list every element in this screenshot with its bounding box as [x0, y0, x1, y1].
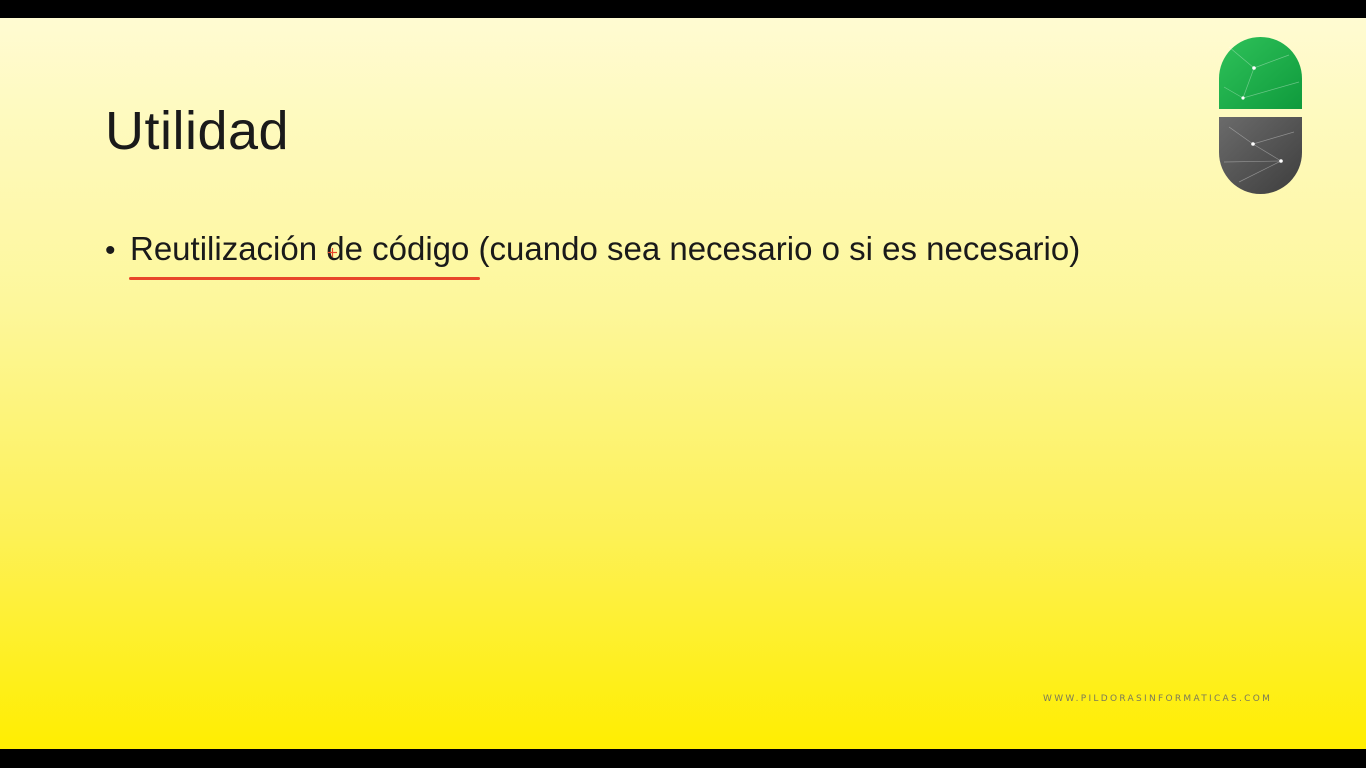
cursor-crosshair-icon [328, 248, 337, 257]
slide-title: Utilidad [105, 101, 290, 161]
bullet-marker: • [105, 234, 116, 267]
bullet-text: Reutilización de código (cuando sea necesario o si es necesario) [130, 230, 1081, 267]
pill-logo-icon [1219, 37, 1302, 194]
annotation-underline [129, 277, 480, 280]
bullet-item [105, 226, 1080, 274]
footer-url: WWW.PILDORASINFORMATICAS.COM [1043, 694, 1273, 704]
presentation-slide [0, 18, 1366, 749]
